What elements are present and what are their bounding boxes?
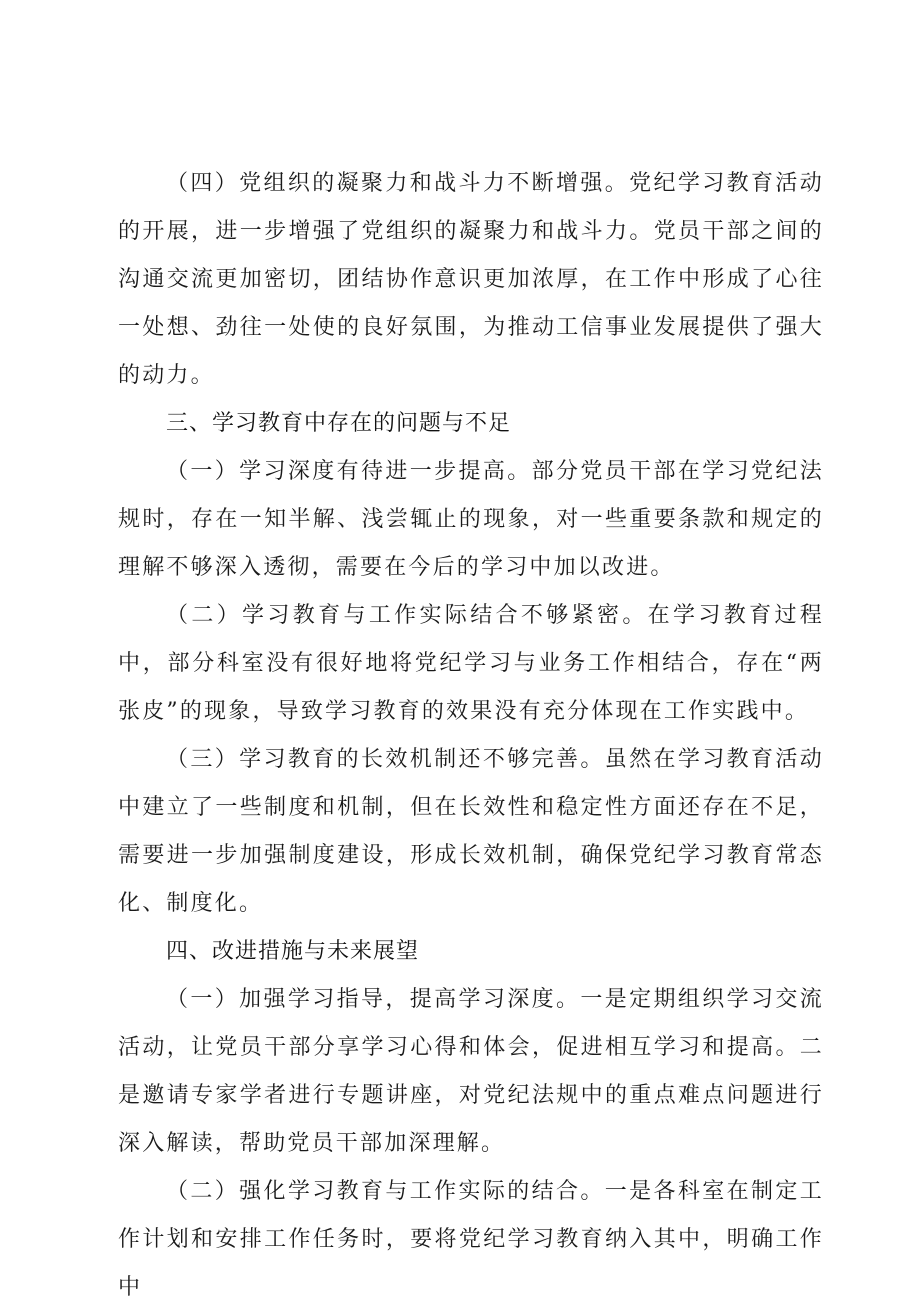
document-body [118, 160, 824, 1312]
paragraph-section-4-item-1: （一）加强学习指导，提高学习深度。一是定期组织学习交流活动，让党员干部分享学习心得和体会，促进相互学习和提高。二是邀请专家学者进行专题讲座，对党纪法规中的重点难点问题进行深入解读，帮助党员干部加深理解。 [118, 987, 824, 1156]
paragraph-section-3-item-3: （三）学习教育的长效机制还不够完善。虽然在学习教育活动中建立了一些制度和机制，但在长效性和稳定性方面还存在不足，需要进一步加强制度建设，形成长效机制，确保党纪学习教育常态化、制度化。 [118, 747, 824, 916]
paragraph-section-4-item-2: （二）强化学习教育与工作实际的结合。一是各科室在制定工作计划和安排工作任务时，要将党纪学习教育纳入其中，明确工作中 [118, 1179, 824, 1300]
paragraph-section-2-item-4: （四）党组织的凝聚力和战斗力不断增强。党纪学习教育活动的开展，进一步增强了党组织的凝聚力和战斗力。党员干部之间的沟通交流更加密切，团结协作意识更加浓厚，在工作中形成了心往一处想、劲往一处使的良好氛围，为推动工信事业发展提供了强大的动力。 [118, 171, 824, 388]
section-heading-4: 四、改进措施与未来展望 [166, 939, 420, 964]
paragraph-section-3-item-1: （一）学习深度有待进一步提高。部分党员干部在学习党纪法规时，存在一知半解、浅尝辄止的现象，对一些重要条款和规定的理解不够深入透彻，需要在今后的学习中加以改进。 [118, 459, 824, 580]
paragraph-section-3-item-2: （二）学习教育与工作实际结合不够紧密。在学习教育过程中，部分科室没有很好地将党纪学习与业务工作相结合，存在“两张皮”的现象，导致学习教育的效果没有充分体现在工作实践中。 [118, 603, 824, 724]
section-heading-3: 三、学习教育中存在的问题与不足 [166, 411, 512, 436]
